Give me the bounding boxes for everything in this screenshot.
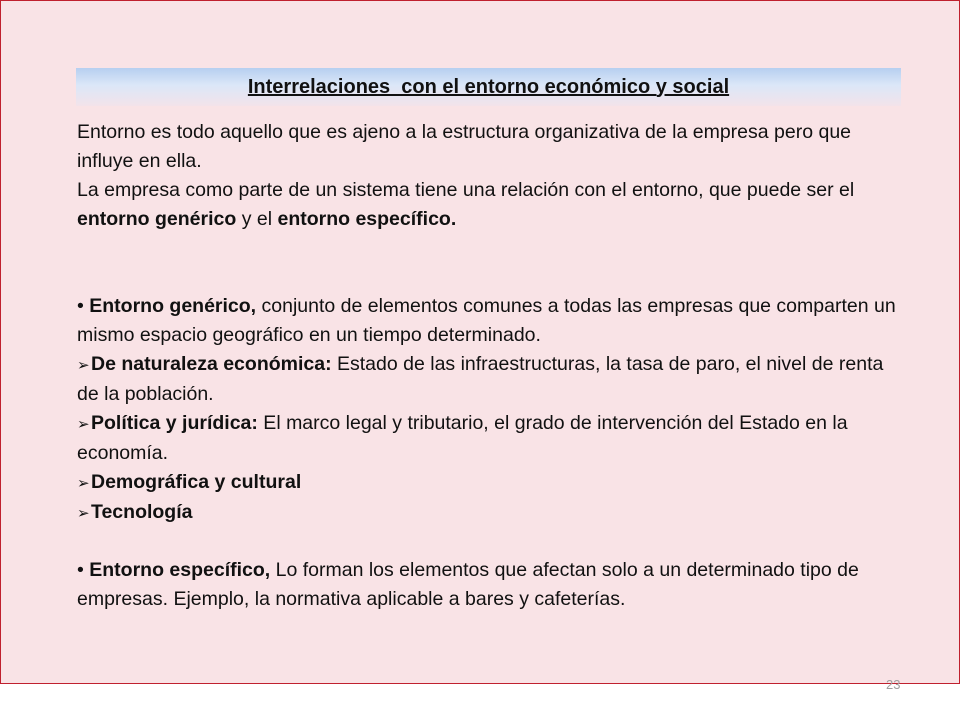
slide-title: Interrelaciones con el entorno económico y social	[247, 75, 730, 98]
bullet-icon: •	[77, 559, 84, 581]
sub-item-term: De naturaleza económica:	[91, 353, 332, 375]
bullet-icon: •	[77, 295, 84, 317]
sub-item-economica	[77, 350, 907, 409]
sub-item-text: Estado de las infraestructuras, la tasa de paro, el nivel de renta de la población.	[77, 353, 884, 405]
intro-text-and: y el	[236, 208, 278, 230]
page-number: 23	[886, 677, 901, 692]
arrowhead-bullet-icon: ➢	[77, 475, 90, 492]
intro-text: La empresa como parte de un sistema tiene una relación con el entorno, que puede ser el	[77, 179, 855, 201]
sub-item-demografica	[77, 468, 907, 498]
sub-item-politica	[77, 409, 907, 468]
arrowhead-bullet-icon: ➢	[77, 357, 90, 374]
arrowhead-bullet-icon: ➢	[77, 505, 90, 522]
intro-bold-generic: entorno genérico	[77, 208, 237, 230]
specific-paragraph	[77, 556, 907, 614]
intro-paragraph-2	[77, 176, 907, 234]
sub-item-tecnologia	[77, 498, 907, 528]
sub-item-term: Tecnología	[91, 501, 193, 523]
slide-body	[77, 118, 907, 614]
specific-term: Entorno específico,	[89, 559, 271, 581]
intro-paragraph-1: Entorno es todo aquello que es ajeno a la estructura organizativa de la empresa pero que influye en ella.	[77, 121, 852, 172]
arrowhead-bullet-icon: ➢	[77, 416, 90, 433]
title-bar	[76, 68, 901, 106]
sub-item-term: Política y jurídica:	[91, 412, 258, 434]
sub-item-term: Demográfica y cultural	[91, 471, 302, 493]
spacer	[77, 234, 907, 292]
intro-bold-specific: entorno específico.	[277, 208, 457, 230]
sub-item-text: El marco legal y tributario, el grado de intervención del Estado en la economía.	[77, 412, 848, 464]
spacer	[77, 528, 907, 556]
generic-term: Entorno genérico,	[89, 295, 257, 317]
generic-text: conjunto de elementos comunes a todas las empresas que comparten un mismo espacio geográfico en un tiempo determinado.	[77, 295, 896, 346]
generic-paragraph	[77, 292, 907, 350]
specific-text: Lo forman los elementos que afectan solo a un determinado tipo de empresas. Ejemplo, la normativa aplicable a bares y cafeterías.	[77, 559, 859, 610]
